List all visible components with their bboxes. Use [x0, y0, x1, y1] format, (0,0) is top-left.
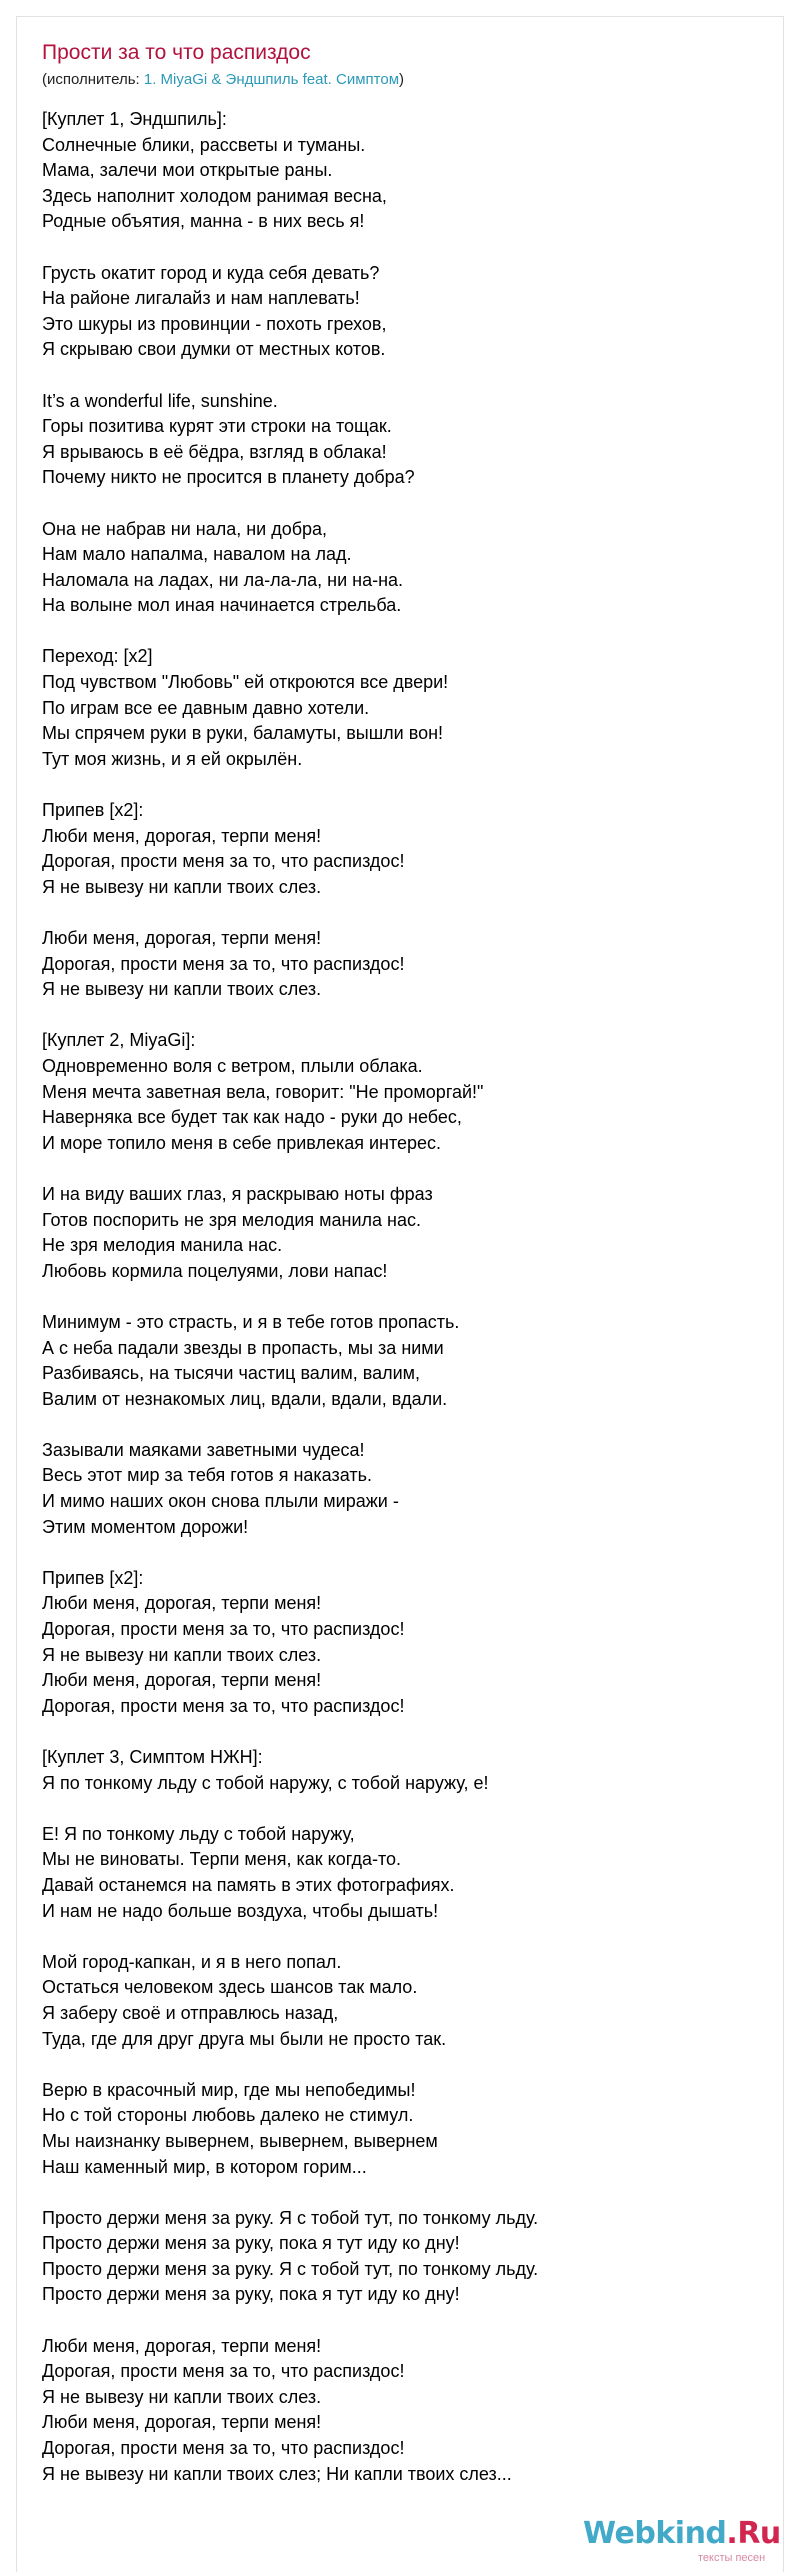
artist-line — [42, 70, 404, 90]
lyrics-line: [Куплет 3, Симптом НЖН]: — [42, 1747, 263, 1767]
lyrics-blank-line — [42, 619, 538, 645]
lyrics-line: Минимум - это страсть, и я в тебе готов пропасть. — [42, 1311, 460, 1332]
lyrics-line: It’s a wonderful life, sunshine. — [42, 390, 278, 411]
lyrics-line: Меня мечта заветная вела, говорит: "Не проморгай!" — [42, 1081, 484, 1102]
lyrics-line: На волыне мол иная начинается стрельба. — [42, 595, 402, 616]
lyrics-line: Готов поспорить не зря мелодия манила нас. — [42, 1209, 422, 1230]
lyrics-line: И на виду ваших глаз, я раскрываю ноты фраз — [42, 1183, 433, 1204]
lyrics-line: Мама, залечи мои открытые раны. — [42, 160, 333, 181]
lyrics-line: Люби меня, дорогая, терпи меня! — [42, 2335, 322, 2356]
artist-prefix: (исполнитель: — [42, 71, 144, 88]
lyrics-blank-line — [42, 1796, 538, 1822]
lyrics-blank-line — [42, 1719, 538, 1745]
lyrics-line: Люби меня, дорогая, терпи меня! — [42, 825, 322, 846]
lyrics-line: Просто держи меня за руку. Я с тобой тут, по тонкому льду. — [42, 2258, 539, 2279]
lyrics-line: Я заберу своё и отправлюсь назад, — [42, 2002, 339, 2023]
lyrics-line: Люби меня, дорогая, терпи меня! — [42, 1670, 322, 1691]
lyrics-blank-line — [42, 1156, 538, 1182]
lyrics-line: И море топило меня в себе привлекая интерес. — [42, 1132, 442, 1153]
artist-suffix: ) — [399, 71, 405, 88]
lyrics-line: Любовь кормила поцелуями, лови напас! — [42, 1260, 388, 1281]
lyrics-line: На районе лигалайз и нам наплевать! — [42, 288, 360, 309]
lyrics-line: Дорогая, прости меня за то, что распиздос! — [42, 1695, 405, 1716]
lyrics-line: Зазывали маяками заветными чудеса! — [42, 1439, 365, 1460]
lyrics-line: Я не вывезу ни капли твоих слез. — [42, 1644, 322, 1665]
lyrics-line: Я не вывезу ни капли твоих слез; Ни капли твоих слез... — [42, 2463, 512, 2484]
lyrics-line: [Куплет 2, MiyaGi]: — [42, 1030, 196, 1051]
lyrics-line: Переход: [x2] — [42, 646, 153, 667]
lyrics-blank-line — [42, 1284, 538, 1310]
logo-brand — [583, 2516, 781, 2551]
lyrics-line: [Куплет 1, Эндшпиль]: — [42, 109, 227, 129]
lyrics-line: По играм все ее давным давно хотели. — [42, 697, 370, 718]
lyrics-line: Одновременно воля с ветром, плыли облака. — [42, 1055, 423, 1076]
lyrics-line: Мы наизнанку вывернем, вывернем, вывернем — [42, 2130, 438, 2151]
lyrics-line: Мой город-капкан, и я в него попал. — [42, 1951, 342, 1972]
lyrics-line: Дорогая, прости меня за то, что распиздос! — [42, 851, 405, 872]
lyrics-blank-line — [42, 1924, 538, 1950]
lyrics-line: Грусть окатит город и куда себя девать? — [42, 262, 380, 283]
lyrics-line: Дорогая, прости меня за то, что распиздос! — [42, 2361, 405, 2382]
lyrics-line: Это шкуры из провинции - похоть грехов, — [42, 313, 387, 334]
lyrics-line: Я не вывезу ни капли твоих слез. — [42, 2386, 322, 2407]
lyrics-line: Нам мало напалма, навалом на лад. — [42, 544, 352, 565]
lyrics-line: Валим от незнакомых лиц, вдали, вдали, вдали. — [42, 1388, 448, 1409]
lyrics-blank-line — [42, 772, 538, 798]
lyrics-line: Туда, где для друг друга мы были не просто так. — [42, 2028, 447, 2049]
lyrics-line: Давай останемся на память в этих фотографиях. — [42, 1874, 455, 1895]
lyrics-blank-line — [42, 235, 538, 261]
logo-tld: .Ru — [726, 2516, 781, 2551]
lyrics-blank-line — [42, 900, 538, 926]
lyrics-line: Дорогая, прости меня за то, что распиздос! — [42, 1619, 405, 1640]
lyrics-blank-line — [42, 1412, 538, 1438]
lyrics-line: И мимо наших окон снова плыли миражи - — [42, 1491, 399, 1512]
lyrics-blank-line — [42, 2308, 538, 2334]
lyrics-blank-line — [42, 2052, 538, 2078]
lyrics-line: Дорогая, прости меня за то, что распиздос! — [42, 2438, 405, 2459]
lyrics-blank-line — [42, 363, 538, 389]
lyrics-text — [42, 107, 538, 2487]
lyrics-blank-line — [42, 1003, 538, 1029]
lyrics-line: Люби меня, дорогая, терпи меня! — [42, 2412, 322, 2433]
artist-link[interactable]: 1. MiyaGi & Эндшпиль feat. Симптом — [143, 71, 400, 88]
lyrics-line: Родные объятия, манна - в них весь я! — [42, 211, 365, 232]
lyrics-line: Тут моя жизнь, и я ей окрылён. — [42, 748, 303, 769]
lyrics-line: Я не вывезу ни капли твоих слез. — [42, 876, 322, 897]
lyrics-line: Просто держи меня за руку, пока я тут иду ко дну! — [42, 2233, 460, 2254]
lyrics-line: Наш каменный мир, в котором горим... — [42, 2156, 367, 2177]
logo-brand-name: Webkind — [583, 2516, 727, 2551]
lyrics-line: Люби меня, дорогая, терпи меня! — [42, 1593, 322, 1614]
lyrics-line: Я по тонкому льду с тобой наружу, с тобой наружу, е! — [42, 1772, 489, 1793]
lyrics-line: Почему никто не просится в планету добра? — [42, 467, 415, 488]
lyrics-line: А с неба падали звезды в пропасть, мы за ними — [42, 1337, 444, 1358]
lyrics-line: Наверняка все будет так как надо - руки до небес, — [42, 1107, 462, 1128]
lyrics-line: Верю в красочный мир, где мы непобедимы! — [42, 2079, 416, 2100]
lyrics-line: Я врываюсь в её бёдра, взгляд в облака! — [42, 441, 387, 462]
lyrics-blank-line — [42, 491, 538, 517]
lyrics-line: Дорогая, прости меня за то, что распиздос! — [42, 953, 405, 974]
lyrics-line: Я скрываю свои думки от местных котов. — [42, 339, 386, 360]
lyrics-line: Припев [x2]: — [42, 1567, 144, 1588]
lyrics-line: Она не набрав ни нала, ни добра, — [42, 518, 328, 539]
lyrics-line: Горы позитива курят эти строки на тощак. — [42, 416, 392, 437]
lyrics-line: Остаться человеком здесь шансов так мало. — [42, 1977, 418, 1998]
lyrics-line: Здесь наполнит холодом ранимая весна, — [42, 185, 387, 206]
lyrics-line: Просто держи меня за руку. Я с тобой тут, по тонкому льду. — [42, 2207, 539, 2228]
lyrics-line: Наломала на ладах, ни ла-ла-ла, ни на-на. — [42, 569, 404, 590]
lyrics-blank-line — [42, 2180, 538, 2206]
lyrics-line: Не зря мелодия манила нас. — [42, 1235, 283, 1256]
lyrics-line: Весь этот мир за тебя готов я наказать. — [42, 1465, 372, 1486]
page-title: Прости за то что распиздос — [42, 41, 311, 64]
lyrics-line: Под чувством "Любовь" ей откроются все двери! — [42, 672, 449, 693]
lyrics-line: Е! Я по тонкому льду с тобой наружу, — [42, 1823, 355, 1844]
lyrics-line: Разбиваясь, на тысячи частиц валим, валим, — [42, 1363, 421, 1384]
lyrics-line: Люби меня, дорогая, терпи меня! — [42, 928, 322, 948]
lyrics-line: Просто держи меня за руку, пока я тут иду ко дну! — [42, 2284, 460, 2305]
lyrics-line: Мы не виноваты. Терпи меня, как когда-то. — [42, 1849, 402, 1870]
lyrics-line: Этим моментом дорожи! — [42, 1516, 249, 1537]
lyrics-line: Я не вывезу ни капли твоих слез. — [42, 979, 322, 1000]
lyrics-blank-line — [42, 1540, 538, 1566]
site-logo[interactable] — [583, 2516, 781, 2564]
lyrics-line: И нам не надо больше воздуха, чтобы дышать! — [42, 1900, 439, 1921]
logo-tagline: тексты песен — [698, 2552, 766, 2564]
lyrics-line: Припев [x2]: — [42, 800, 144, 821]
lyrics-line: Мы спрячем руки в руки, баламуты, вышли вон! — [42, 723, 444, 744]
lyrics-line: Но с той стороны любовь далеко не стимул. — [42, 2105, 414, 2126]
lyrics-line: Солнечные блики, рассветы и туманы. — [42, 134, 366, 155]
